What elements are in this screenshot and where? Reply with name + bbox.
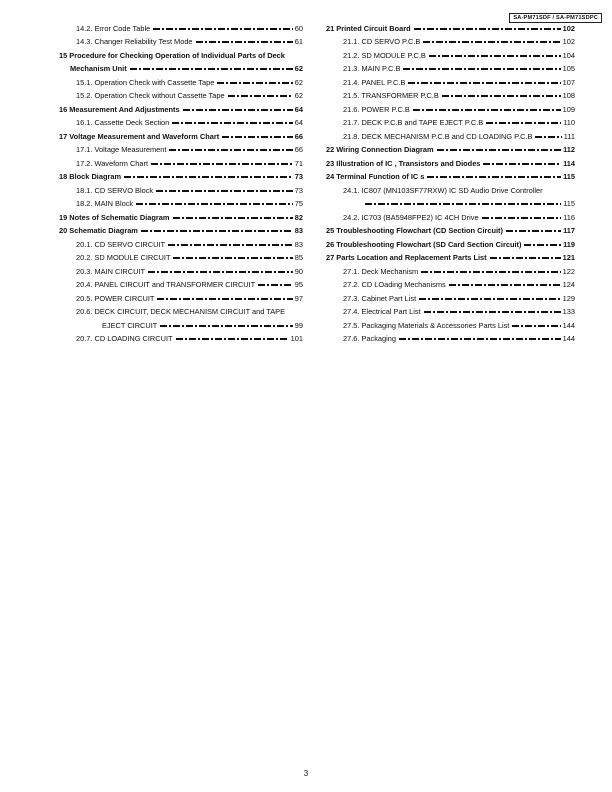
toc-entry[interactable]: [326, 168, 575, 182]
toc-entry[interactable]: [326, 154, 575, 168]
dot-leader: [222, 136, 293, 138]
dot-leader: [217, 82, 292, 84]
toc-entry-title: 14.2. Error Code Table: [76, 23, 151, 33]
toc-entry-title: 18.2. MAIN Block: [76, 199, 134, 208]
model-header: SA-PM71SDF / SA-PM71SDPC: [509, 13, 602, 23]
toc-entry[interactable]: [326, 276, 575, 290]
toc-entry-page: 121: [562, 253, 575, 262]
toc-entry[interactable]: [326, 141, 575, 155]
toc-entry-title: 21 Printed Circuit Board: [326, 23, 411, 33]
dot-leader: [524, 244, 561, 246]
toc-entry-page: 62: [294, 64, 303, 73]
toc-entry[interactable]: [59, 46, 303, 60]
toc-entry[interactable]: [59, 195, 303, 209]
dot-leader: [506, 230, 561, 232]
toc-entry-title: 15.2. Operation Check without Cassette Tape: [76, 91, 225, 100]
toc-entry-page: 64: [294, 104, 303, 114]
toc-entry-page: 83: [294, 239, 303, 249]
toc-entry-title: 20.5. POWER CIRCUIT: [76, 293, 155, 303]
toc-entry[interactable]: [59, 19, 303, 33]
toc-entry[interactable]: [326, 87, 575, 101]
dot-leader: [365, 203, 561, 205]
toc-entry-title: 16.1. Cassette Deck Section: [76, 118, 170, 127]
toc-entry-page: 66: [294, 131, 303, 141]
dot-leader: [535, 136, 561, 138]
dot-leader: [442, 95, 561, 97]
toc-entry-page: 105: [562, 64, 575, 73]
dot-leader: [169, 149, 292, 151]
toc-entry-page: 62: [294, 77, 303, 87]
toc-entry-page: 62: [294, 91, 303, 100]
toc-entry[interactable]: [326, 208, 575, 222]
toc-entry-page: 90: [294, 266, 303, 276]
toc-entry-title: 19 Notes of Schematic Diagram: [59, 212, 170, 222]
toc-entry-title: 20.4. PANEL CIRCUIT and TRANSFORMER CIRCUIT: [76, 280, 256, 289]
toc-entry-page: 61: [294, 37, 303, 46]
toc-entry[interactable]: [326, 127, 575, 141]
dot-leader: [423, 41, 560, 43]
toc-entry[interactable]: [59, 249, 303, 263]
toc-entry-title: 21.3. MAIN P.C.B: [343, 64, 401, 73]
toc-entry-title: 15.1. Operation Check with Cassette Tape: [76, 77, 215, 87]
toc-entry-title: 15 Procedure for Checking Operation of Individual Parts of Deck: [59, 50, 285, 60]
toc-entry-page: 115: [563, 199, 575, 208]
toc-entry-page: 101: [290, 334, 303, 343]
dot-leader: [183, 109, 293, 111]
toc-entry[interactable]: [59, 208, 303, 222]
dot-leader: [136, 203, 293, 205]
toc-entry[interactable]: [59, 316, 303, 330]
toc-entry-page: 75: [294, 199, 303, 208]
toc-entry-page: 112: [563, 145, 575, 154]
dot-leader: [173, 217, 293, 219]
toc-entry-title: 20.3. MAIN CIRCUIT: [76, 266, 145, 276]
dot-leader: [148, 271, 293, 273]
toc-entry-title: EJECT CIRCUIT: [102, 320, 158, 330]
toc-entry-title: Mechanism Unit: [70, 64, 127, 73]
toc-entry[interactable]: [59, 289, 303, 303]
toc-entry[interactable]: [59, 262, 303, 276]
toc-entry-page: 73: [294, 172, 303, 181]
toc-entry[interactable]: [326, 181, 575, 195]
dot-leader: [156, 190, 293, 192]
toc-entry[interactable]: [326, 235, 575, 249]
dot-leader: [124, 176, 293, 178]
toc-entry[interactable]: [59, 73, 303, 87]
dot-leader: [512, 325, 560, 327]
dot-leader: [399, 338, 561, 340]
toc-entry-page: 144: [562, 320, 575, 330]
dot-leader: [160, 325, 292, 327]
toc-entry-title: 17.2. Waveform Chart: [76, 158, 149, 168]
dot-leader: [486, 122, 561, 124]
dot-leader: [483, 163, 561, 165]
toc-entry-page: 114: [563, 158, 575, 168]
dot-leader: [157, 298, 292, 300]
toc-entry-page: 66: [294, 145, 303, 154]
toc-entry-title: 27.6. Packaging: [343, 334, 397, 343]
toc-entry-page: 124: [562, 280, 575, 289]
toc-entry-page: 119: [563, 239, 575, 249]
toc-entry-title: 24 Terminal Function of IC s: [326, 172, 425, 181]
toc-entry-title: 21.7. DECK P.C.B and TAPE EJECT P.C.B: [343, 118, 484, 127]
dot-leader: [424, 311, 561, 313]
toc-entry-page: 97: [294, 293, 303, 303]
dot-leader: [429, 55, 561, 57]
toc-entry-title: 27 Parts Location and Replacement Parts List: [326, 253, 487, 262]
toc-entry[interactable]: [326, 330, 575, 344]
toc-entry[interactable]: [326, 46, 575, 60]
dot-leader: [172, 122, 293, 124]
toc-entry[interactable]: [326, 303, 575, 317]
dot-leader: [413, 109, 561, 111]
toc-entry-title: 20 Schematic Diagram: [59, 226, 138, 235]
toc-entry-page: 115: [563, 172, 575, 181]
dot-leader: [173, 257, 292, 259]
toc-entry-page: 129: [562, 293, 575, 303]
toc-entry-title: 16 Measurement And Adjustments: [59, 104, 180, 114]
toc-entry-title: 21.6. POWER P.C.B: [343, 104, 410, 114]
toc-entry[interactable]: [326, 73, 575, 87]
toc-entry-page: 60: [294, 23, 303, 33]
dot-leader: [408, 82, 560, 84]
toc-entry-title: 21.1. CD SERVO P.C.B: [343, 37, 421, 46]
toc-right-column: [326, 19, 575, 343]
toc-entry[interactable]: [326, 289, 575, 303]
toc-entry-title: 20.1. CD SERVO CIRCUIT: [76, 239, 165, 249]
toc-entry-title: 20.6. DECK CIRCUIT, DECK MECHANISM CIRCUIT and TAPE: [76, 307, 286, 316]
toc-entry-title: 27.4. Electrical Part List: [343, 307, 421, 316]
dot-leader: [168, 244, 293, 246]
toc-entry-page: 71: [294, 158, 303, 168]
dot-leader: [228, 95, 293, 97]
toc-entry[interactable]: [326, 249, 575, 263]
toc-entry-title: 21.4. PANEL P.C.B: [343, 77, 406, 87]
dot-leader: [403, 68, 560, 70]
toc-entry[interactable]: [326, 262, 575, 276]
toc-entry[interactable]: [326, 100, 575, 114]
toc-entry-page: 102: [562, 37, 575, 46]
toc-entry[interactable]: [326, 114, 575, 128]
dot-leader: [130, 68, 293, 70]
toc-entry-page: 95: [294, 280, 303, 289]
toc-entry[interactable]: [326, 222, 575, 236]
toc-entry-page: 73: [294, 185, 303, 195]
toc-entry[interactable]: [59, 87, 303, 101]
toc-entry-page: 85: [294, 253, 303, 262]
toc-entry-title: 18 Block Diagram: [59, 172, 122, 181]
toc-entry-page: 102: [562, 23, 575, 33]
dot-leader: [141, 230, 293, 232]
toc-entry-title: 27.5. Packaging Materials & Accessories Parts List: [343, 320, 510, 330]
toc-entry-page: 104: [562, 50, 575, 60]
toc-entry-title: 22 Wiring Connection Diagram: [326, 145, 434, 154]
toc-entry-title: 21.5. TRANSFORMER P.C.B: [343, 91, 439, 100]
toc-entry[interactable]: [59, 168, 303, 182]
toc-entry[interactable]: [326, 316, 575, 330]
dot-leader: [449, 284, 561, 286]
toc-entry-title: 23 Illustration of IC , Transistors and Diodes: [326, 158, 481, 168]
toc-entry[interactable]: [59, 60, 303, 74]
toc-entry-page: 99: [294, 320, 303, 330]
toc-entry-page: 111: [563, 131, 575, 141]
toc-entry[interactable]: [326, 19, 575, 33]
toc-entry-title: 24.2. IC703 (BA5948FPE2) IC 4CH Drive: [343, 212, 479, 222]
dot-leader: [153, 28, 293, 30]
toc-entry-title: 26 Troubleshooting Flowchart (SD Card Section Circuit): [326, 239, 522, 249]
toc-entry[interactable]: [59, 127, 303, 141]
toc-entry[interactable]: [59, 222, 303, 236]
toc-entry[interactable]: [59, 276, 303, 290]
dot-leader: [414, 28, 561, 30]
toc-entry[interactable]: [59, 100, 303, 114]
toc-entry[interactable]: [59, 330, 303, 344]
dot-leader: [196, 41, 293, 43]
toc-entry-page: 117: [563, 226, 575, 235]
toc-entry-title: 21.8. DECK MECHANISM P.C.B and CD LOADING P.C.B: [343, 131, 533, 141]
dot-leader: [482, 217, 562, 219]
toc-entry[interactable]: [59, 114, 303, 128]
dot-leader: [258, 284, 293, 286]
toc-entry-page: 144: [562, 334, 575, 343]
toc-left-column: [59, 19, 303, 343]
dot-leader: [419, 298, 561, 300]
toc-entry-page: 82: [294, 212, 303, 222]
toc-entry-title: 25 Troubleshooting Flowchart (CD Section Circuit): [326, 226, 503, 235]
toc-entry-page: 116: [563, 212, 575, 222]
page-number: 3: [303, 769, 309, 778]
toc-entry[interactable]: [326, 195, 575, 209]
toc-entry[interactable]: [59, 33, 303, 47]
toc-entry-title: 17 Voltage Measurement and Waveform Chart: [59, 131, 220, 141]
toc-entry-title: 14.3. Changer Reliability Test Mode: [76, 37, 193, 46]
dot-leader: [490, 257, 561, 259]
toc-entry-page: 122: [562, 266, 575, 276]
toc-entry-page: 108: [562, 91, 575, 100]
toc-entry[interactable]: [59, 303, 303, 317]
toc-entry-title: 27.1. Deck Mechanism: [343, 266, 419, 276]
toc-entry[interactable]: [326, 60, 575, 74]
dot-leader: [437, 149, 562, 151]
toc-entry-page: 83: [294, 226, 303, 235]
dot-leader: [421, 271, 560, 273]
toc-entry-title: 27.3. Cabinet Part List: [343, 293, 417, 303]
toc-entry[interactable]: [59, 141, 303, 155]
toc-entry-title: 20.7. CD LOADING CIRCUIT: [76, 334, 173, 343]
toc-entry[interactable]: [59, 154, 303, 168]
toc-entry-page: 64: [294, 118, 303, 127]
toc-entry[interactable]: [326, 33, 575, 47]
toc-entry-page: 133: [562, 307, 575, 316]
toc-entry-title: 20.2. SD MODULE CIRCUIT: [76, 253, 171, 262]
toc-entry-page: 110: [563, 118, 575, 127]
toc-entry-title: 27.2. CD LOading Mechanisms: [343, 280, 446, 289]
toc-entry-title: 18.1. CD SERVO Block: [76, 185, 154, 195]
toc-entry-title: 24.1. IC807 (MN103SF77RXW) IC SD Audio Drive Controller: [343, 185, 543, 195]
dot-leader: [176, 338, 289, 340]
toc-entry-page: 107: [562, 77, 575, 87]
toc-entry-page: 109: [562, 104, 575, 114]
dot-leader: [427, 176, 561, 178]
toc-entry-title: 21.2. SD MODULE P.C.B: [343, 50, 426, 60]
toc-entry-title: 17.1. Voltage Measurement: [76, 145, 167, 154]
toc-entry[interactable]: [59, 235, 303, 249]
dot-leader: [151, 163, 293, 165]
toc-entry[interactable]: [59, 181, 303, 195]
